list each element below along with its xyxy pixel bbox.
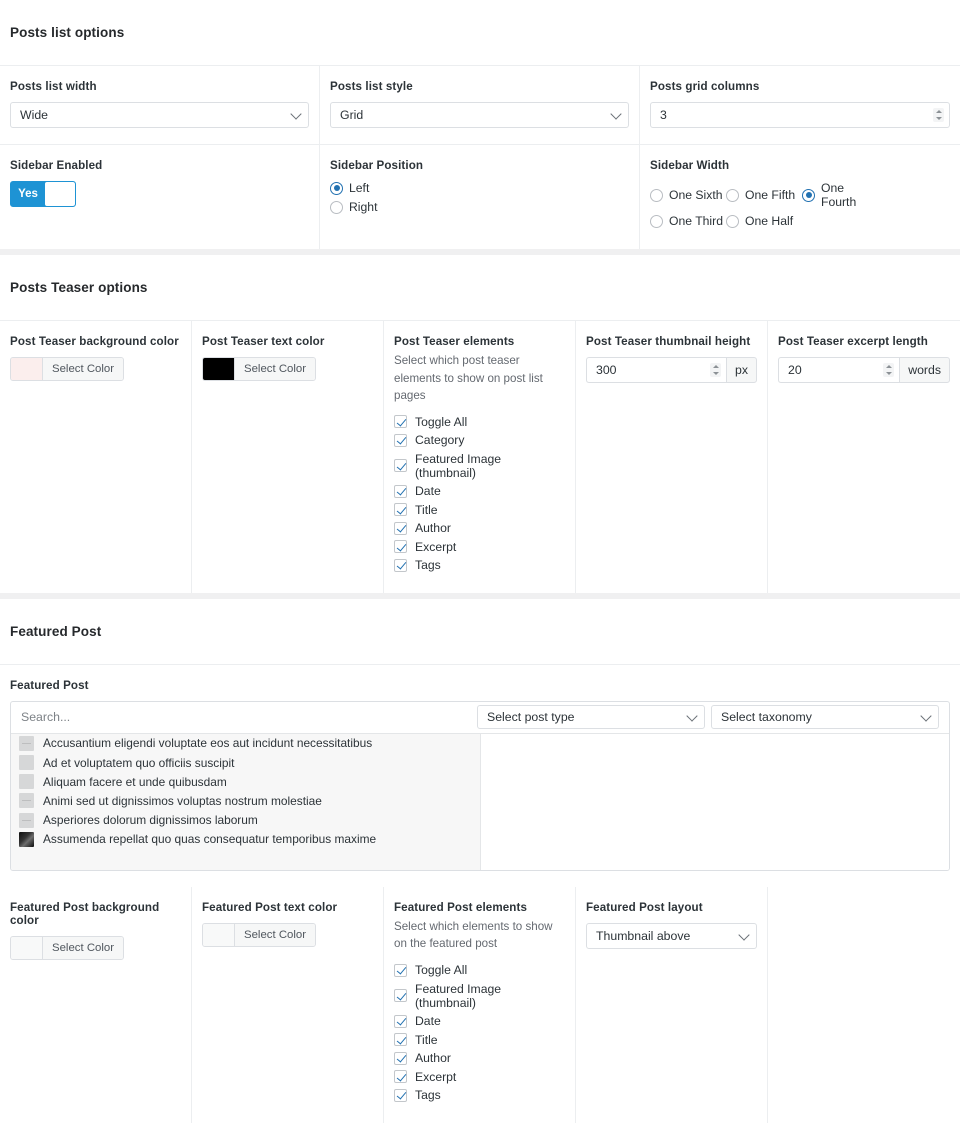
field-teaser-thumbnail-height	[576, 321, 768, 593]
field-featured-layout	[576, 887, 768, 1123]
checkbox-icon	[394, 434, 407, 447]
checkbox-teaser-excerpt[interactable]	[394, 540, 565, 554]
checkbox-featured-featured-image-thumbnail[interactable]	[394, 982, 565, 1010]
checkbox-label: Featured Image (thumbnail)	[415, 981, 502, 1010]
spinner-icon[interactable]	[710, 363, 721, 377]
radio-sidebar-width-one-fourth[interactable]	[802, 181, 878, 209]
posts-grid-columns-input[interactable]	[650, 102, 950, 128]
post-type-select[interactable]	[477, 705, 705, 729]
radio-icon	[726, 215, 739, 228]
thumbnail-image	[19, 793, 34, 808]
field-sidebar-position	[320, 144, 640, 249]
featured-elements-description: Select which elements to show on the featured post	[394, 919, 553, 951]
radio-icon	[330, 182, 343, 195]
list-item-title: Ad et voluptatem quo officiis suscipit	[43, 755, 235, 770]
posts-list-style-label: Posts list style	[330, 80, 413, 93]
sidebar-width-label: Sidebar Width	[650, 159, 730, 172]
checkbox-teaser-tags[interactable]	[394, 558, 565, 572]
checkbox-teaser-toggle-all[interactable]	[394, 415, 565, 429]
featured-post-picker-toolbar	[11, 702, 949, 734]
checkbox-featured-author[interactable]	[394, 1051, 565, 1065]
checkbox-teaser-title[interactable]	[394, 503, 565, 517]
checkbox-label: Toggle All	[415, 963, 468, 978]
checkbox-label: Excerpt	[415, 1069, 457, 1084]
taxonomy-select[interactable]	[711, 705, 939, 729]
field-teaser-elements	[384, 321, 576, 593]
teaser-thumbnail-height-unit: px	[726, 357, 757, 383]
chevron-down-icon	[920, 711, 931, 722]
radio-icon	[330, 201, 343, 214]
chevron-down-icon	[686, 711, 697, 722]
checkbox-label: Tags	[415, 558, 441, 573]
teaser-excerpt-length-value: 20	[788, 363, 802, 377]
field-featured-text-color	[192, 887, 384, 1123]
checkbox-icon	[394, 559, 407, 572]
sidebar-width-radio-group	[650, 181, 950, 233]
teaser-bg-color-picker[interactable]	[10, 357, 124, 381]
list-item-title: Animi sed ut dignissimos voluptas nostrum molestiae	[43, 793, 322, 808]
teaser-thumbnail-height-control	[586, 357, 757, 383]
list-item-title: Accusantium eligendi voluptate eos aut incidunt necessitatibus	[43, 736, 373, 751]
color-swatch	[203, 924, 235, 946]
posts-list-row-2	[0, 144, 960, 249]
checkbox-featured-title[interactable]	[394, 1033, 565, 1047]
teaser-text-color-label: Post Teaser text color	[202, 335, 325, 348]
posts-list-width-select[interactable]	[10, 102, 309, 128]
radio-sidebar-position-left[interactable]	[330, 181, 613, 195]
teaser-excerpt-length-label: Post Teaser excerpt length	[778, 335, 928, 348]
featured-post-results-list[interactable]	[11, 734, 481, 870]
teaser-elements-checkbox-group	[394, 415, 565, 573]
featured-bg-color-label: Featured Post background color	[10, 900, 160, 927]
featured-post-search-input[interactable]: Search...	[21, 710, 71, 725]
sidebar-enabled-toggle[interactable]	[10, 181, 76, 207]
teaser-thumbnail-height-label: Post Teaser thumbnail height	[586, 335, 751, 348]
list-item[interactable]	[11, 772, 480, 791]
featured-post-picker-label: Featured Post	[10, 678, 89, 692]
featured-options-spacer	[768, 887, 960, 1123]
checkbox-label: Title	[415, 502, 438, 517]
section-title: Featured Post	[10, 623, 102, 639]
checkbox-icon	[394, 1052, 407, 1065]
checkbox-label: Date	[415, 484, 441, 499]
list-item[interactable]	[11, 830, 480, 849]
teaser-thumbnail-height-input[interactable]	[586, 357, 726, 383]
checkbox-label: Featured Image (thumbnail)	[415, 451, 502, 480]
teaser-excerpt-length-control	[778, 357, 950, 383]
checkbox-label: Category	[415, 433, 465, 448]
checkbox-icon	[394, 1033, 407, 1046]
radio-label: One Fourth	[821, 181, 857, 209]
checkbox-icon	[394, 503, 407, 516]
checkbox-icon	[394, 964, 407, 977]
checkbox-icon	[394, 540, 407, 553]
radio-icon	[726, 189, 739, 202]
checkbox-featured-excerpt[interactable]	[394, 1070, 565, 1084]
checkbox-label: Author	[415, 521, 451, 536]
posts-list-row-1	[0, 66, 960, 144]
field-posts-list-style	[320, 66, 640, 144]
featured-elements-label: Featured Post elements	[394, 900, 527, 914]
radio-label: Left	[349, 181, 370, 195]
featured-post-picker-wrap	[0, 665, 960, 887]
radio-sidebar-width-one-third[interactable]	[650, 214, 726, 228]
radio-icon	[650, 215, 663, 228]
checkbox-featured-date[interactable]	[394, 1014, 565, 1028]
posts-grid-columns-value: 3	[660, 108, 667, 122]
teaser-bg-color-label: Post Teaser background color	[10, 335, 179, 348]
teaser-excerpt-length-input[interactable]	[778, 357, 899, 383]
featured-post-header	[0, 599, 960, 665]
list-item-title: Aliquam facere et unde quibusdam	[43, 774, 227, 789]
checkbox-label: Tags	[415, 1088, 441, 1103]
checkbox-featured-tags[interactable]	[394, 1088, 565, 1102]
radio-label: One Fifth	[745, 188, 796, 202]
featured-post-options-row	[0, 887, 960, 1123]
posts-teaser-row	[0, 321, 960, 593]
checkbox-icon	[394, 522, 407, 535]
checkbox-icon	[394, 485, 407, 498]
featured-elements-checkbox-group	[394, 963, 565, 1102]
posts-list-options-header	[0, 0, 960, 66]
teaser-text-color-picker[interactable]	[202, 357, 316, 381]
list-item[interactable]	[11, 734, 480, 753]
sidebar-enabled-value: Yes	[18, 188, 38, 200]
select-color-label: Select Color	[43, 358, 123, 380]
field-posts-grid-columns	[640, 66, 960, 144]
posts-teaser-options-panel	[0, 255, 960, 593]
featured-post-picker-body	[11, 734, 949, 870]
list-item[interactable]	[11, 811, 480, 830]
chevron-down-icon	[610, 108, 621, 119]
teaser-thumbnail-height-value: 300	[596, 363, 617, 377]
posts-list-style-value: Grid	[340, 108, 364, 122]
thumbnail-image	[19, 755, 34, 770]
teaser-excerpt-length-unit: words	[899, 357, 950, 383]
checkbox-icon	[394, 989, 407, 1002]
checkbox-featured-toggle-all[interactable]	[394, 963, 565, 977]
radio-icon	[650, 189, 663, 202]
chevron-down-icon	[290, 108, 301, 119]
checkbox-label: Author	[415, 1051, 451, 1066]
posts-list-width-value: Wide	[20, 108, 49, 122]
list-item[interactable]	[11, 753, 480, 772]
select-color-label: Select Color	[235, 358, 315, 380]
checkbox-label: Toggle All	[415, 414, 468, 429]
radio-sidebar-width-one-sixth[interactable]	[650, 181, 726, 209]
teaser-elements-label: Post Teaser elements	[394, 335, 515, 348]
radio-icon	[802, 189, 815, 202]
field-teaser-bg-color	[0, 321, 192, 593]
featured-post-selected-list[interactable]	[481, 734, 949, 870]
spinner-icon[interactable]	[933, 108, 944, 122]
posts-grid-columns-label: Posts grid columns	[650, 80, 760, 93]
featured-post-picker	[10, 701, 950, 871]
color-swatch	[203, 358, 235, 380]
featured-layout-select[interactable]	[586, 923, 757, 949]
teaser-elements-description: Select which post teaser elements to show on post list pages	[394, 354, 543, 403]
featured-text-color-picker[interactable]	[202, 923, 316, 947]
field-sidebar-width	[640, 144, 960, 249]
featured-bg-color-picker[interactable]	[10, 936, 124, 960]
checkbox-icon	[394, 415, 407, 428]
featured-text-color-label: Featured Post text color	[202, 900, 338, 914]
radio-sidebar-width-one-fifth[interactable]	[726, 181, 802, 209]
checkbox-teaser-category[interactable]	[394, 433, 565, 447]
field-teaser-text-color	[192, 321, 384, 593]
taxonomy-value: Select taxonomy	[721, 710, 812, 725]
post-type-value: Select post type	[487, 710, 575, 725]
sidebar-position-radio-group	[330, 181, 629, 214]
checkbox-icon	[394, 459, 407, 472]
checkbox-icon	[394, 1089, 407, 1102]
checkbox-label: Excerpt	[415, 539, 457, 554]
list-item-title: Assumenda repellat quo quas consequatur temporibus maxime	[43, 832, 377, 847]
list-item[interactable]	[11, 791, 480, 810]
featured-layout-label: Featured Post layout	[586, 900, 703, 914]
thumbnail-image	[19, 832, 34, 847]
field-featured-bg-color	[0, 887, 192, 1123]
featured-layout-value: Thumbnail above	[596, 928, 691, 943]
checkbox-teaser-date[interactable]	[394, 484, 565, 498]
list-item-title: Asperiores dolorum dignissimos laborum	[43, 813, 258, 828]
color-swatch	[11, 937, 43, 959]
radio-sidebar-position-right[interactable]	[330, 200, 629, 214]
toggle-knob	[45, 182, 75, 206]
checkbox-teaser-featured-image-thumbnail[interactable]	[394, 452, 565, 480]
posts-teaser-options-header	[0, 255, 960, 321]
field-featured-elements	[384, 887, 576, 1123]
spinner-icon[interactable]	[883, 363, 894, 377]
posts-list-style-select[interactable]	[330, 102, 629, 128]
posts-list-options-panel	[0, 0, 960, 249]
checkbox-icon	[394, 1070, 407, 1083]
radio-sidebar-width-one-half[interactable]	[726, 214, 802, 228]
sidebar-enabled-label: Sidebar Enabled	[10, 159, 103, 172]
field-sidebar-enabled	[0, 144, 320, 249]
checkbox-label: Title	[415, 1032, 438, 1047]
thumbnail-image	[19, 736, 34, 751]
checkbox-icon	[394, 1015, 407, 1028]
thumbnail-image	[19, 813, 34, 828]
checkbox-label: Date	[415, 1014, 441, 1029]
sidebar-position-label: Sidebar Position	[330, 159, 424, 172]
section-title: Posts Teaser options	[10, 280, 148, 295]
color-swatch	[11, 358, 43, 380]
radio-label: One Half	[745, 214, 794, 228]
thumbnail-image	[19, 774, 34, 789]
radio-label: One Sixth	[669, 188, 723, 202]
field-posts-list-width	[0, 66, 320, 144]
select-color-label: Select Color	[43, 937, 123, 959]
posts-list-width-label: Posts list width	[10, 80, 97, 93]
chevron-down-icon	[738, 929, 749, 940]
radio-label: Right	[349, 200, 378, 214]
checkbox-teaser-author[interactable]	[394, 521, 565, 535]
featured-post-panel	[0, 599, 960, 1123]
page-title: Posts list options	[10, 25, 125, 40]
radio-label: One Third	[669, 214, 723, 228]
select-color-label: Select Color	[235, 924, 315, 946]
field-teaser-excerpt-length	[768, 321, 960, 593]
